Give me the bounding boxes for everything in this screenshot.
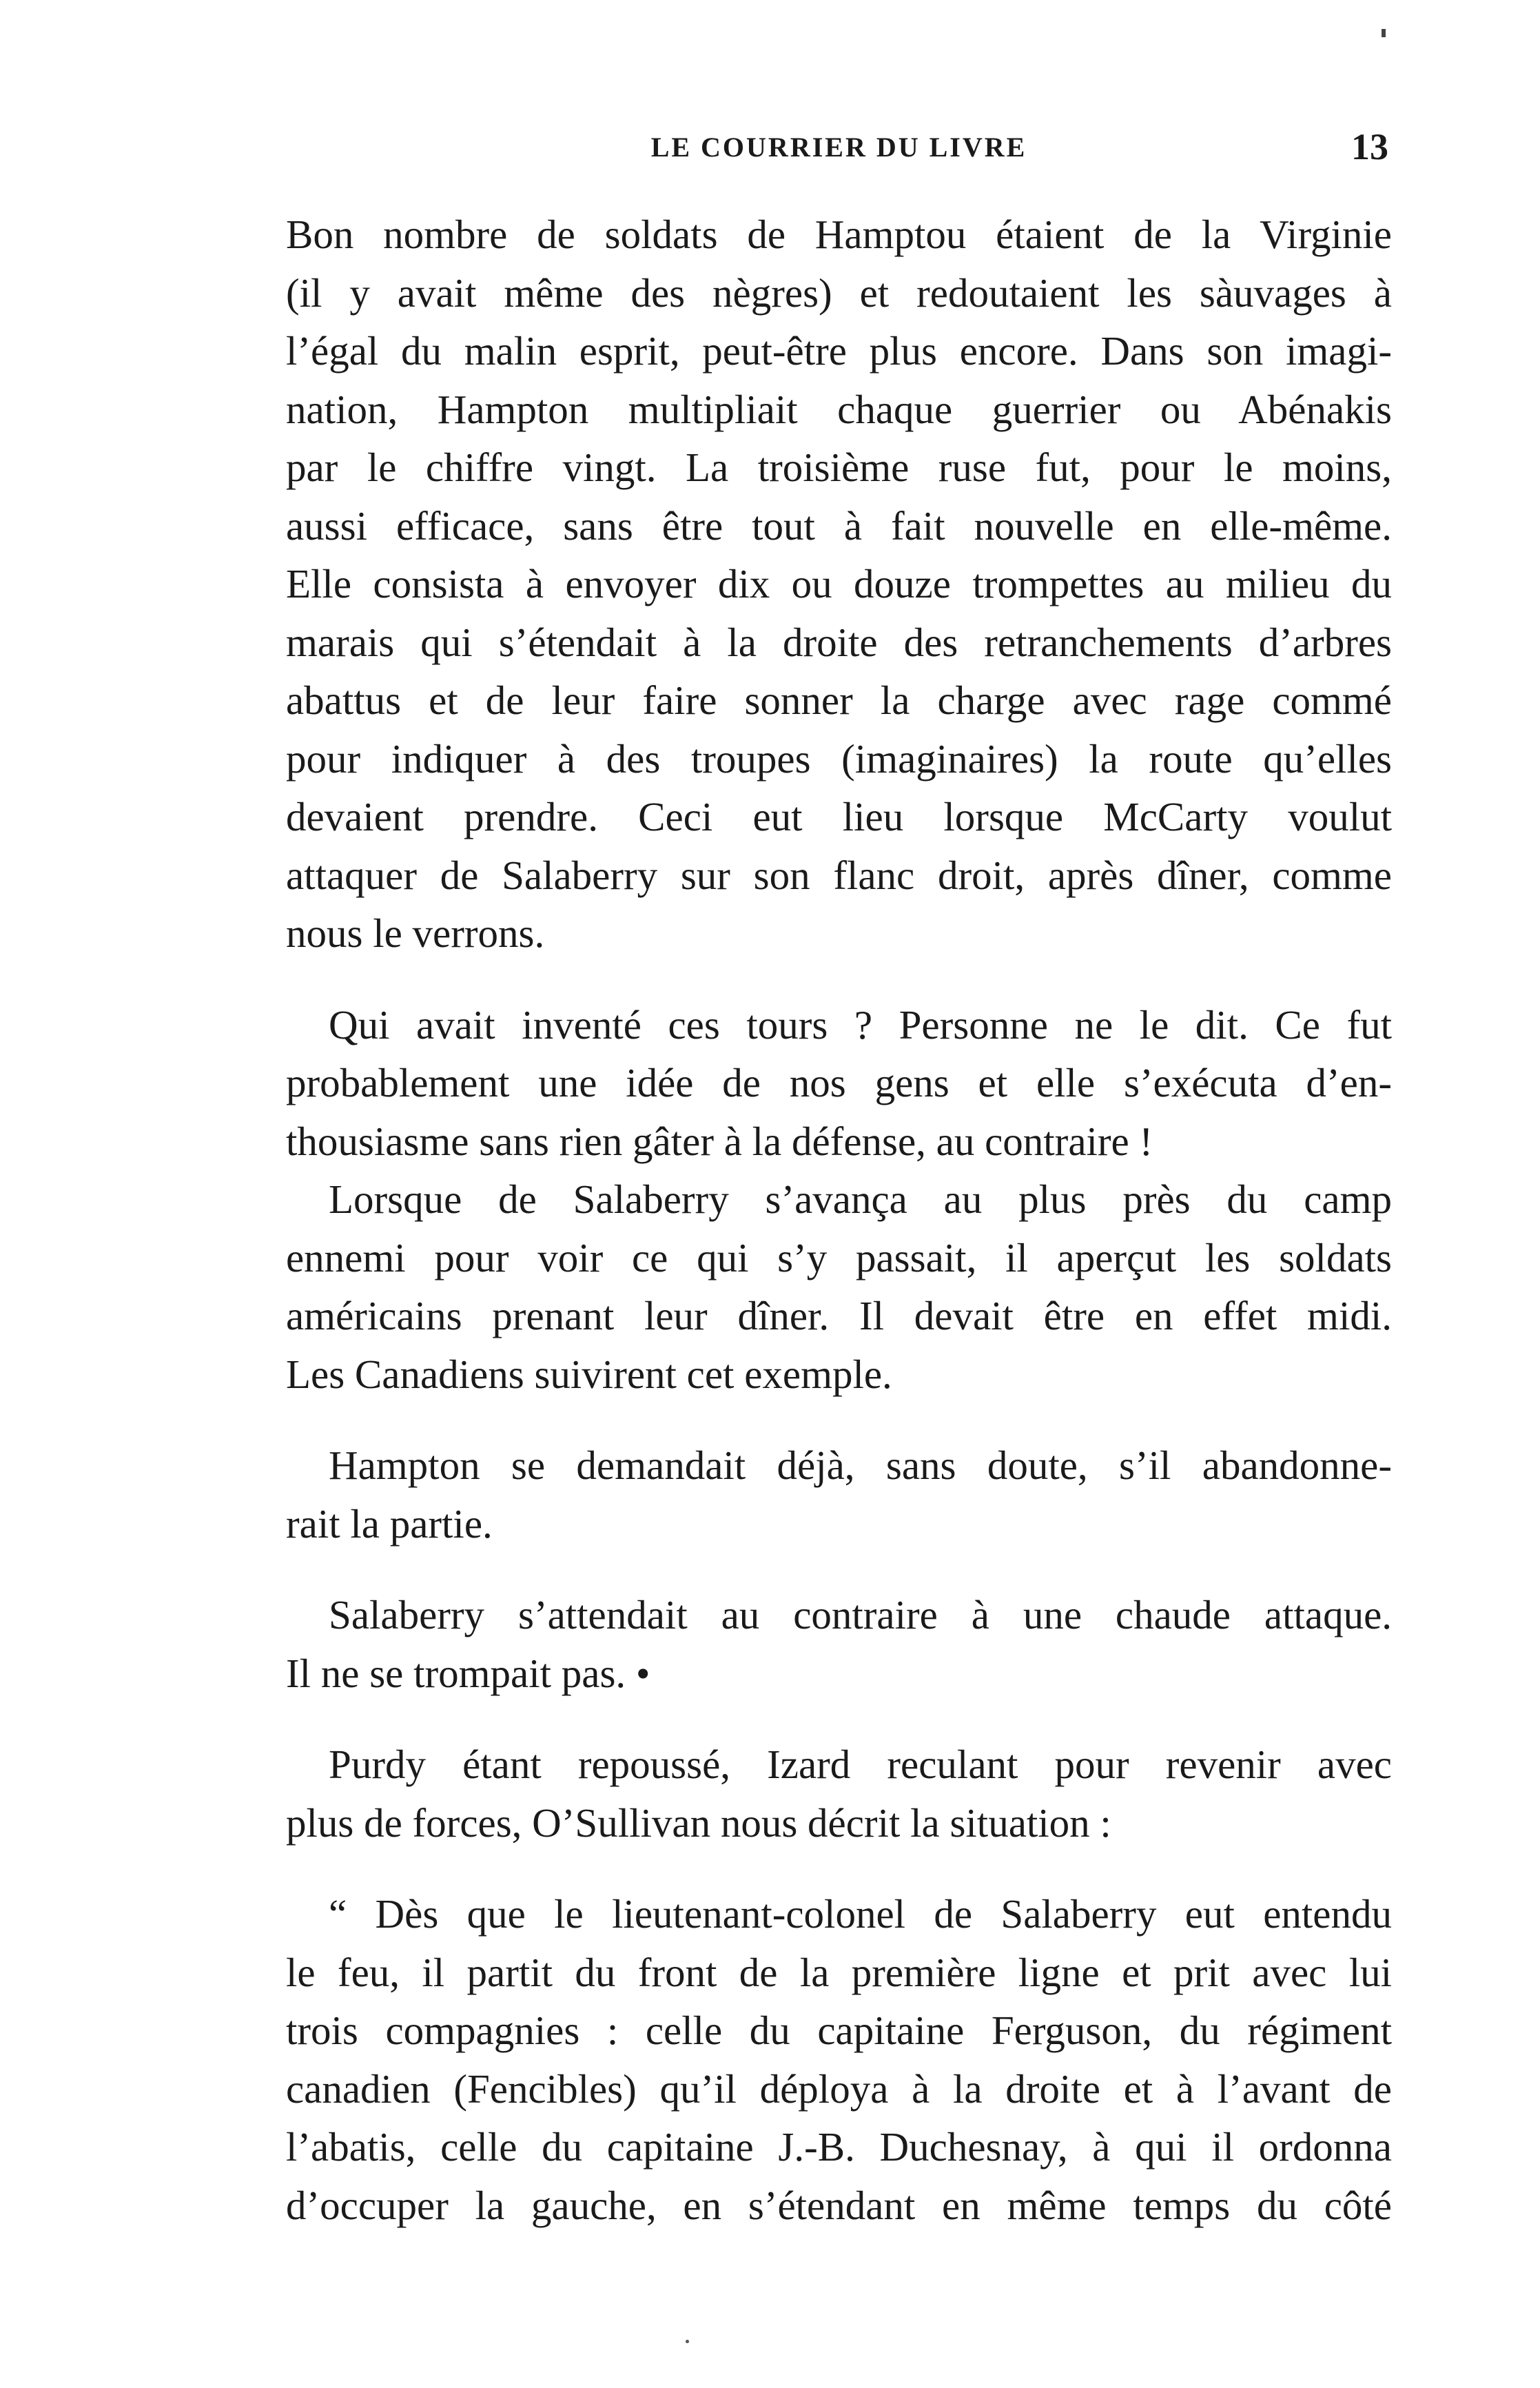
text-line: nation, Hampton multipliait chaque guerrier ou Abénakis <box>286 386 1392 432</box>
text-line: Salaberry s’attendait au contraire à une chaude attaque. <box>329 1592 1392 1637</box>
text-line: trois compagnies : celle du capitaine Ferguson, du régiment <box>286 2008 1392 2053</box>
paragraph-2 <box>286 996 1392 1171</box>
text-line: l’abatis, celle du capitaine J.-B. Duchesnay, à qui il ordonna <box>286 2124 1392 2170</box>
text-line: “ Dès que le lieutenant-colonel de Salaberry eut entendu <box>329 1891 1392 1937</box>
text-line: attaquer de Salaberry sur son flanc droit, après dîner, comme <box>286 852 1392 898</box>
text-line: thousiasme sans rien gâter à la défense, au contraire ! <box>286 1118 1153 1164</box>
text-line: devaient prendre. Ceci eut lieu lorsque McCarty voulut <box>286 794 1392 839</box>
paragraph-7 <box>286 1885 1392 2234</box>
page-number: 13 <box>1351 126 1388 167</box>
text-line: le feu, il partit du front de la première ligne et prit avec lui <box>286 1949 1392 1995</box>
running-title: LE COURRIER DU LIVRE <box>650 132 1027 163</box>
text-line: l’égal du malin esprit, peut-être plus encore. Dans son imagi- <box>286 328 1392 374</box>
paragraph-gap <box>286 1852 1392 1885</box>
text-line: abattus et de leur faire sonner la charge avec rage commé <box>286 677 1392 723</box>
text-line: américains prenant leur dîner. Il devait être en effet midi. <box>286 1293 1392 1338</box>
text-line: aussi efficace, sans être tout à fait nouvelle en elle-même. <box>286 502 1392 549</box>
paragraph-gap <box>286 963 1392 996</box>
body-text <box>286 205 1392 2234</box>
text-line: canadien (Fencibles) qu’il déploya à la droite et à l’avant de <box>286 2065 1392 2112</box>
text-line: Bon nombre de soldats de Hamptou étaient de la Virginie <box>286 212 1392 257</box>
text-line: ennemi pour voir ce qui s’y passait, il aperçut les soldats <box>286 1234 1392 1280</box>
paragraph-5 <box>286 1586 1392 1702</box>
text-line: nous le verrons. <box>286 910 545 956</box>
running-head <box>286 125 1392 174</box>
text-line: Lorsque de Salaberry s’avança au plus près du camp <box>329 1176 1392 1222</box>
text-line: Hampton se demandait déjà, sans doute, s’il abandonne- <box>329 1442 1392 1488</box>
scan-speck <box>686 2340 689 2343</box>
text-line: Elle consista à envoyer dix ou douze trompettes au milieu du <box>286 561 1392 606</box>
paragraph-3 <box>286 1170 1392 1403</box>
text-line: pour indiquer à des troupes (imaginaires) la route qu’elles <box>286 735 1392 782</box>
scan-speck <box>1382 29 1386 37</box>
text-line: Purdy étant repoussé, Izard reculant pour revenir avec <box>329 1742 1392 1787</box>
paragraph-1 <box>286 205 1392 963</box>
text-line: marais qui s’étendait à la droite des retranchements d’arbres <box>286 619 1392 665</box>
text-line: Qui avait inventé ces tours ? Personne ne le dit. Ce fut <box>329 1001 1392 1048</box>
paragraph-gap <box>286 1702 1392 1735</box>
text-line: probablement une idée de nos gens et elle s’exécuta d’en- <box>286 1060 1392 1105</box>
text-line: (il y avait même des nègres) et redoutaient les sàuvages à <box>286 269 1392 316</box>
paragraph-gap <box>286 1403 1392 1436</box>
text-line: par le chiffre vingt. La troisième ruse fut, pour le moins, <box>286 445 1392 490</box>
text-line: Les Canadiens suivirent cet exemple. <box>286 1351 892 1397</box>
paragraph-gap <box>286 1553 1392 1586</box>
paragraph-6 <box>286 1735 1392 1852</box>
text-line: plus de forces, O’Sullivan nous décrit la situation : <box>286 1799 1111 1846</box>
text-line: d’occuper la gauche, en s’étendant en même temps du côté <box>286 2182 1392 2228</box>
paragraph-4 <box>286 1436 1392 1553</box>
text-line: Il ne se trompait pas. • <box>286 1650 650 1696</box>
text-line: rait la partie. <box>286 1500 493 1547</box>
